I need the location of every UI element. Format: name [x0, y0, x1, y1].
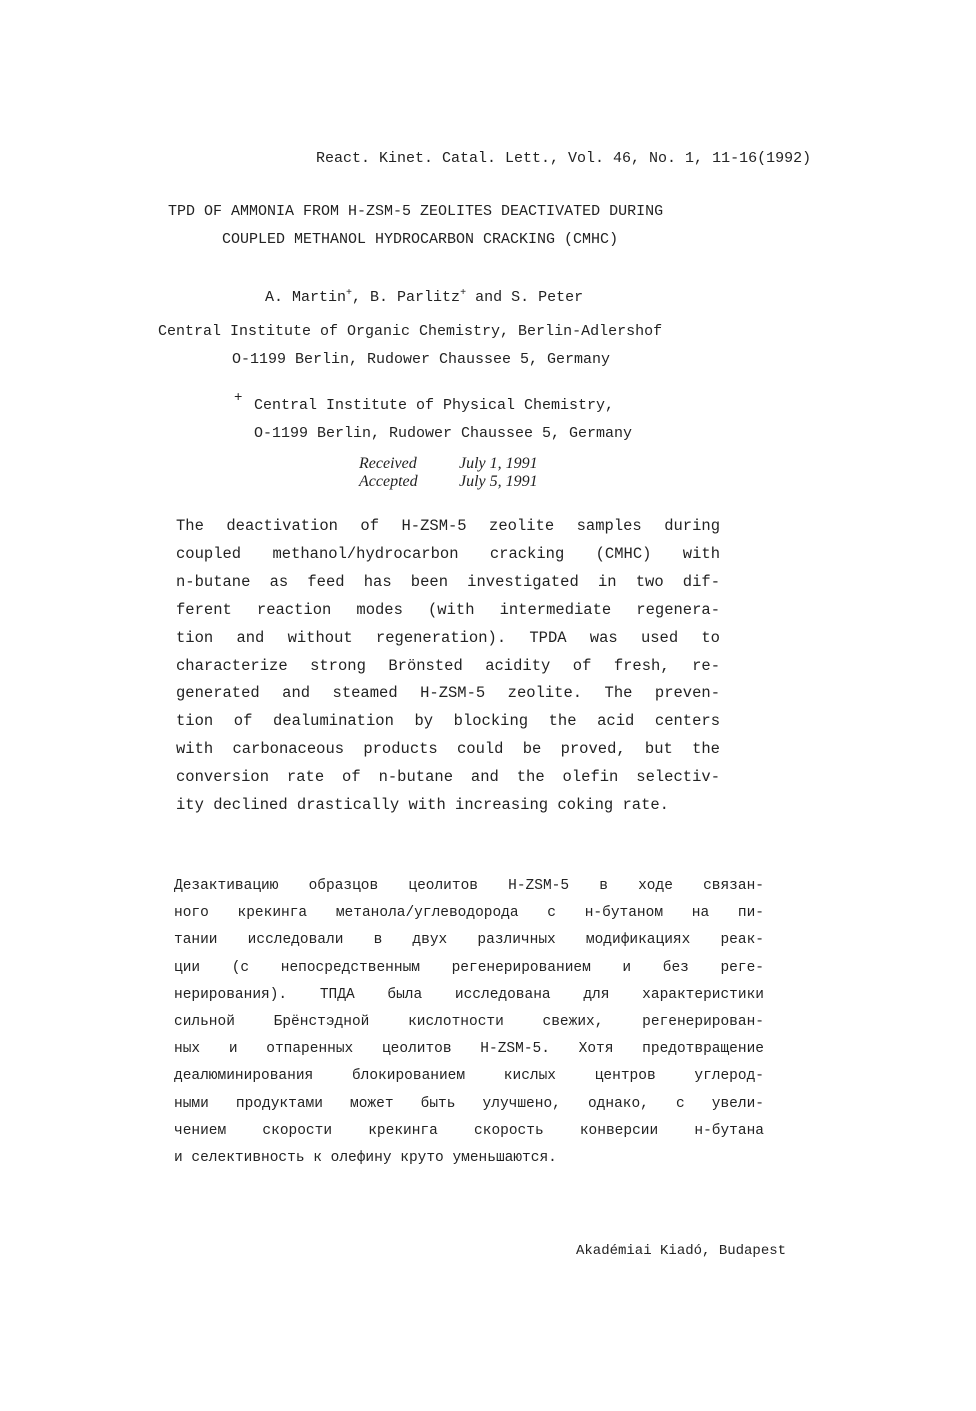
author-1-mark: +	[346, 288, 353, 299]
abstract-en-line: with carbonaceous products could be proved, but the	[176, 740, 720, 759]
abstract-ru-line: ных и отпаренных цеолитов H-ZSM-5. Хотя предотвращение	[174, 1041, 764, 1058]
publisher: Akadémiai Kiadó, Budapest	[576, 1243, 787, 1259]
abstract-ru-line: чением скорости крекинга скорость конверсии н-бутана	[174, 1122, 764, 1139]
abstract-en-line: ity declined drastically with increasing coking rate.	[176, 796, 669, 815]
abstract-ru-line: ными продуктами может быть улучшено, однако, с увели-	[174, 1095, 764, 1112]
abstract-ru-line: ции (с непосредственным регенерированием и без реге-	[174, 959, 764, 976]
abstract-en-line: tion and without regeneration). TPDA was used to	[176, 628, 720, 647]
author-2: , B. Parlitz	[352, 289, 461, 306]
affiliation-2-mark: +	[234, 390, 243, 406]
abstract-ru-line: и селективность к олефину круто уменьшаются.	[174, 1150, 557, 1167]
title-line-1: TPD OF AMMONIA FROM H-ZSM-5 ZEOLITES DEACTIVATED DURING	[168, 203, 664, 220]
accepted-date: July 5, 1991	[459, 473, 538, 490]
author-1: A. Martin	[265, 289, 347, 306]
received-date: July 1, 1991	[459, 455, 538, 472]
affiliation-1-line-1: Central Institute of Organic Chemistry, Berlin-Adlershof	[158, 323, 663, 340]
abstract-en-line: generated and steamed H-ZSM-5 zeolite. The preven-	[176, 684, 720, 703]
abstract-en-line: tion of dealumination by blocking the acid centers	[176, 712, 720, 731]
abstract-en-line: ferent reaction modes (with intermediate regenera-	[176, 600, 720, 619]
affiliation-2-line-1: Central Institute of Physical Chemistry,	[254, 397, 615, 414]
abstract-ru-line: деалюминирования блокированием кислых центров углерод-	[174, 1068, 764, 1085]
abstract-en-line: conversion rate of n-butane and the olefin selectiv-	[176, 768, 720, 787]
received-label: Received	[359, 455, 417, 472]
abstract-english	[176, 513, 720, 820]
accepted-label: Accepted	[359, 473, 418, 490]
affiliation-1-line-2: O-1199 Berlin, Rudower Chaussee 5, Germany	[232, 351, 611, 368]
abstract-en-line: n-butane as feed has been investigated in two dif-	[176, 572, 720, 591]
abstract-en-line: characterize strong Brönsted acidity of fresh, re-	[176, 656, 720, 675]
abstract-ru-line: Дезактивацию образцов цеолитов H-ZSM-5 в ходе связан-	[174, 878, 764, 894]
authors	[265, 285, 583, 307]
title-line-2: COUPLED METHANOL HYDROCARBON CRACKING (CMHC)	[222, 231, 619, 248]
journal-reference: React. Kinet. Catal. Lett., Vol. 46, No. 1, 11-16(1992)	[316, 150, 812, 167]
author-2-mark: +	[460, 288, 467, 299]
affiliation-2-line-2: O-1199 Berlin, Rudower Chaussee 5, Germany	[254, 425, 633, 442]
abstract-russian	[174, 873, 764, 1172]
abstract-en-line: The deactivation of H-ZSM-5 zeolite samples during	[176, 517, 720, 535]
author-3: and S. Peter	[466, 289, 584, 306]
abstract-en-line: coupled methanol/hydrocarbon cracking (CMHC) with	[176, 544, 720, 563]
abstract-ru-line: тании исследовали в двух различных модификациях реак-	[174, 932, 764, 949]
abstract-ru-line: ного крекинга метанола/углеводорода с н-бутаном на пи-	[174, 905, 764, 922]
abstract-ru-line: сильной Брёнстэдной кислотности свежих, регенерирован-	[174, 1014, 764, 1031]
abstract-ru-line: нерирования). ТПДА была исследована для характеристики	[174, 986, 764, 1003]
